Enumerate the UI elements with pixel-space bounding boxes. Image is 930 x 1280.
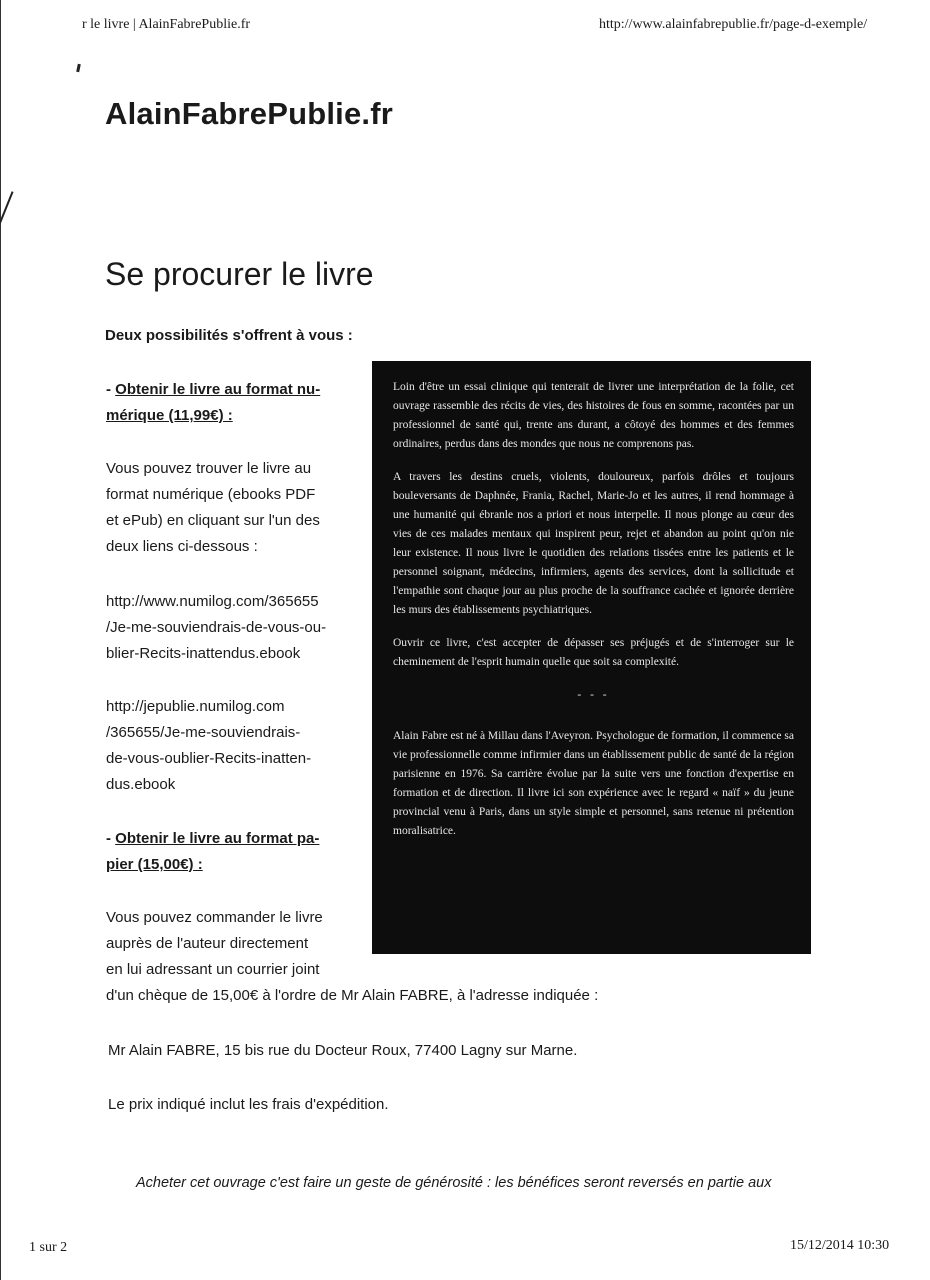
order-instructions: d'un chèque de 15,00€ à l'ordre de Mr Alain FABRE, à l'adresse indiquée : <box>106 987 599 1004</box>
text-line: Vous pouvez commander le livre <box>106 909 323 926</box>
blurb-paragraph: Ouvrir ce livre, c'est accepter de dépasser ses préjugés et de s'interroger sur le cheminement de l'esprit humain quelle que soit sa complexité. <box>393 637 794 668</box>
digital-heading-line2: mérique (11,99€) : <box>106 407 233 424</box>
link-line: http://www.numilog.com/365655 <box>106 593 319 610</box>
text-line: deux liens ci-dessous : <box>106 538 258 555</box>
paper-heading-line2: pier (15,00€) : <box>106 856 203 873</box>
numilog-link[interactable] <box>106 589 356 667</box>
charity-note: Acheter cet ouvrage c'est faire un geste de générosité : les bénéfices seront reversés en partie aux <box>136 1175 772 1191</box>
link-line: /365655/Je-me-souviendrais- <box>106 724 301 741</box>
shipping-note: Le prix indiqué inclut les frais d'expédition. <box>108 1096 389 1113</box>
text-line: en lui adressant un courrier joint <box>106 961 320 978</box>
paper-text <box>106 905 356 983</box>
postal-address: Mr Alain FABRE, 15 bis rue du Docteur Roux, 77400 Lagny sur Marne. <box>108 1042 578 1059</box>
digital-heading-line1: Obtenir le livre au format nu- <box>115 381 321 398</box>
scan-mark <box>0 191 14 234</box>
scan-mark <box>76 64 81 72</box>
link-line: /Je-me-souviendrais-de-vous-ou- <box>106 619 327 636</box>
paper-heading-line1: Obtenir le livre au format pa- <box>115 830 320 847</box>
text-line: format numérique (ebooks PDF <box>106 486 316 503</box>
link-line: dus.ebook <box>106 776 176 793</box>
link-line: de-vous-oublier-Recits-inatten- <box>106 750 312 767</box>
digital-text <box>106 456 356 560</box>
scan-border <box>0 0 1 1280</box>
print-header-url: http://www.alainfabrepublie.fr/page-d-exemple/ <box>599 17 868 32</box>
print-header-title: r le livre | AlainFabrePublie.fr <box>82 17 251 32</box>
print-footer-page: 1 sur 2 <box>29 1240 68 1255</box>
digital-heading <box>106 377 356 429</box>
paper-option <box>106 826 356 878</box>
intro-subtitle: Deux possibilités s'offrent à vous : <box>105 327 353 344</box>
blurb-paragraph: Loin d'être un essai clinique qui tenterait de livrer une interprétation de la folie, cet ouvrage rassemble des récits de vies, des histoires de fous en somme, racontées par un professionnel de santé qui, trente ans durant, a côtoyé des hommes et des femmes ordinaires, perdus dans des mondes que nous ne comprenons pas. <box>393 381 794 450</box>
blurb-separator: - - - <box>577 689 610 701</box>
paper-heading <box>106 826 356 878</box>
paper-heading-prefix: - <box>106 830 116 847</box>
author-bio: Alain Fabre est né à Millau dans l'Aveyron. Psychologue de formation, il commence sa vie professionnelle comme infirmier dans un établissement public de santé de la région parisienne en 1976. Sa carrière évolue par la suite vers une fonction d'expertise en formation et de direction. Il livre ici son expérience avec le regard « naïf » du jeune provincial venu à Paris, dans un style simple et personnel, sans retenue ni prétention moralisatrice. <box>393 730 794 837</box>
text-line: et ePub) en cliquant sur l'un des <box>106 512 320 529</box>
book-blurb-box <box>372 361 811 954</box>
digital-heading-prefix: - <box>106 381 116 398</box>
text-line: Vous pouvez trouver le livre au <box>106 460 312 477</box>
print-footer-datetime: 15/12/2014 10:30 <box>790 1238 890 1253</box>
site-title[interactable]: AlainFabrePublie.fr <box>105 96 394 131</box>
jepublie-link[interactable] <box>106 694 356 798</box>
link-line: http://jepublie.numilog.com <box>106 698 285 715</box>
page-title: Se procurer le livre <box>105 256 374 292</box>
text-line: auprès de l'auteur directement <box>106 935 309 952</box>
digital-option <box>106 377 356 429</box>
blurb-paragraph: A travers les destins cruels, violents, douloureux, parfois drôles et toujours bouleversants de Daphnée, Frania, Rachel, Marie-Jo et les autres, il rend hommage à une humanité qui ébranle nos a priori et nous interpelle. Il nous plonge au cœur des vies de ces malades mentaux qui inspirent peur, rejet et abandon au point qu'on nie leur existence. Il nous livre le quotidien des relations tissées entre les patients et le personnel soignant, médecins, infirmiers, agents des services, dont la sollicitude et l'empathie sont chaque jour au plus proche de la souffrance cachée et ignorée derrière les murs des établissements psychiatriques. <box>393 471 794 616</box>
link-line: blier-Recits-inattendus.ebook <box>106 645 301 662</box>
